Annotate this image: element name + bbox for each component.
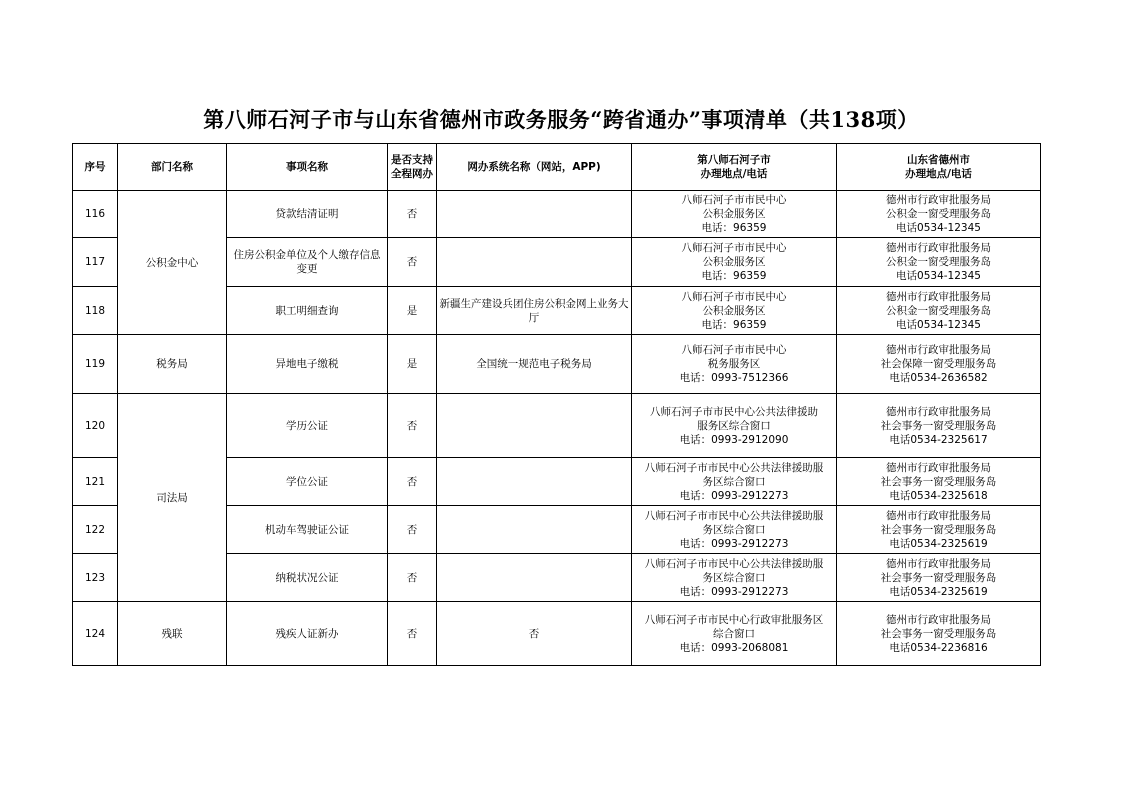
row-shihezi: 八师石河子市市民中心 公积金服务区 电话：96359 <box>632 287 837 335</box>
row-seq: 123 <box>73 554 118 602</box>
row-shihezi: 八师石河子市市民中心公共法律援助 服务区综合窗口 电话：0993-2912090 <box>632 394 837 458</box>
table-row <box>73 602 1041 666</box>
row-seq: 118 <box>73 287 118 335</box>
row-shihezi: 八师石河子市市民中心 公积金服务区 电话：96359 <box>632 191 837 238</box>
row-dezhou: 德州市行政审批服务局 社会保障一窗受理服务岛 电话0534-2636582 <box>837 335 1041 394</box>
table-header-row <box>73 144 1041 191</box>
row-seq: 116 <box>73 191 118 238</box>
row-seq: 120 <box>73 394 118 458</box>
table-row <box>73 394 1041 458</box>
row-dezhou: 德州市行政审批服务局 社会事务一窗受理服务岛 电话0534-2325619 <box>837 506 1041 554</box>
dept-cell: 残联 <box>118 602 227 666</box>
row-online: 否 <box>388 238 437 287</box>
row-seq: 122 <box>73 506 118 554</box>
row-dezhou: 德州市行政审批服务局 公积金一窗受理服务岛 电话0534-12345 <box>837 287 1041 335</box>
row-item: 残疾人证新办 <box>227 602 388 666</box>
col-header-shihezi: 第八师石河子市 办理地点/电话 <box>632 144 837 191</box>
row-online: 否 <box>388 458 437 506</box>
row-seq: 124 <box>73 602 118 666</box>
row-system <box>437 191 632 238</box>
page-title: 第八师石河子市与山东省德州市政务服务“跨省通办”事项清单（共138项） <box>203 107 919 132</box>
row-shihezi: 八师石河子市市民中心行政审批服务区 综合窗口 电话：0993-2068081 <box>632 602 837 666</box>
col-header-dept: 部门名称 <box>118 144 227 191</box>
row-item: 学位公证 <box>227 458 388 506</box>
row-system: 全国统一规范电子税务局 <box>437 335 632 394</box>
row-online: 否 <box>388 602 437 666</box>
table-row <box>73 191 1041 238</box>
col-header-seq: 序号 <box>73 144 118 191</box>
row-item: 纳税状况公证 <box>227 554 388 602</box>
row-system: 新疆生产建设兵团住房公积金网上业务大厅 <box>437 287 632 335</box>
row-dezhou: 德州市行政审批服务局 社会事务一窗受理服务岛 电话0534-2236816 <box>837 602 1041 666</box>
row-system <box>437 394 632 458</box>
row-shihezi: 八师石河子市市民中心公共法律援助服 务区综合窗口 电话：0993-2912273 <box>632 554 837 602</box>
row-online: 否 <box>388 554 437 602</box>
row-shihezi: 八师石河子市市民中心 税务服务区 电话：0993-7512366 <box>632 335 837 394</box>
row-online: 否 <box>388 394 437 458</box>
row-item: 贷款结清证明 <box>227 191 388 238</box>
row-online: 否 <box>388 506 437 554</box>
row-seq: 121 <box>73 458 118 506</box>
row-system <box>437 238 632 287</box>
row-seq: 119 <box>73 335 118 394</box>
dept-cell: 税务局 <box>118 335 227 394</box>
row-system <box>437 458 632 506</box>
dept-cell: 司法局 <box>118 394 227 602</box>
row-item: 机动车驾驶证公证 <box>227 506 388 554</box>
row-item: 学历公证 <box>227 394 388 458</box>
col-header-item: 事项名称 <box>227 144 388 191</box>
service-table <box>72 143 1041 666</box>
row-dezhou: 德州市行政审批服务局 公积金一窗受理服务岛 电话0534-12345 <box>837 191 1041 238</box>
row-item: 职工明细查询 <box>227 287 388 335</box>
row-dezhou: 德州市行政审批服务局 社会事务一窗受理服务岛 电话0534-2325617 <box>837 394 1041 458</box>
row-online: 是 <box>388 335 437 394</box>
row-online: 否 <box>388 191 437 238</box>
row-dezhou: 德州市行政审批服务局 社会事务一窗受理服务岛 电话0534-2325618 <box>837 458 1041 506</box>
table-row <box>73 335 1041 394</box>
row-system <box>437 506 632 554</box>
col-header-system: 网办系统名称（网站，APP) <box>437 144 632 191</box>
row-item: 住房公积金单位及个人缴存信息变更 <box>227 238 388 287</box>
row-dezhou: 德州市行政审批服务局 社会事务一窗受理服务岛 电话0534-2325619 <box>837 554 1041 602</box>
col-header-full-online: 是否支持 全程网办 <box>388 144 437 191</box>
row-online: 是 <box>388 287 437 335</box>
row-system <box>437 554 632 602</box>
col-header-dezhou: 山东省德州市 办理地点/电话 <box>837 144 1041 191</box>
row-dezhou: 德州市行政审批服务局 公积金一窗受理服务岛 电话0534-12345 <box>837 238 1041 287</box>
row-seq: 117 <box>73 238 118 287</box>
row-shihezi: 八师石河子市市民中心公共法律援助服 务区综合窗口 电话：0993-2912273 <box>632 506 837 554</box>
dept-cell: 公积金中心 <box>118 191 227 335</box>
row-system: 否 <box>437 602 632 666</box>
row-shihezi: 八师石河子市市民中心 公积金服务区 电话：96359 <box>632 238 837 287</box>
row-item: 异地电子缴税 <box>227 335 388 394</box>
row-shihezi: 八师石河子市市民中心公共法律援助服 务区综合窗口 电话：0993-2912273 <box>632 458 837 506</box>
